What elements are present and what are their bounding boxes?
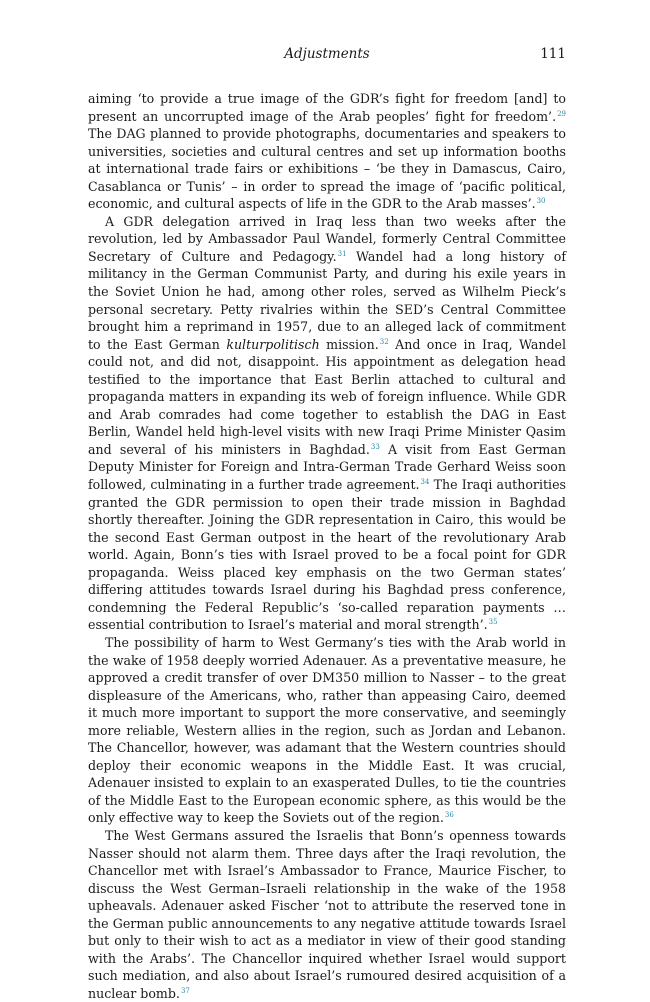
- running-title: Adjustments: [284, 46, 370, 62]
- footnote-ref: 32: [379, 337, 389, 346]
- footnote-ref: 36: [444, 811, 454, 820]
- text-run: aiming ‘to provide a true image of the GDR’s fight for freedom [and] to present an uncorrupted image of the Arab peoples’ fight for freedom’.: [88, 91, 566, 124]
- footnote-ref: 37: [180, 986, 190, 995]
- text-run: mission.: [319, 336, 379, 352]
- page-number: 111: [540, 46, 566, 62]
- text-run: And once in Iraq, Wandel could not, and did not, disappoint. His appointment as delegation head testified to the importance that East Berlin attached to cultural and propaganda matters in expanding its web of foreign influence. While GDR and Arab comrades had come together to establish the DAG in East Berlin, Wandel held high-level visits with new Iraqi Prime Minister Qasim and several of his ministers in Baghdad.: [88, 336, 567, 457]
- paragraph: [88, 90, 566, 213]
- footnote-ref: 31: [337, 249, 347, 258]
- footnote-ref: 33: [370, 442, 380, 451]
- italic-term: kulturpolitisch: [226, 336, 320, 352]
- text-run: The DAG planned to provide photographs, documentaries and speakers to universities, societies and cultural centres and set up information booths at international trade fairs or exhibitions – ‘be they in Damascus, Cairo, Casablanca or Tunis’ – in order to spread the image of ‘pacific political, economic, and cultural aspects of life in the GDR to the Arab masses’.: [88, 126, 566, 212]
- footnote-ref: 29: [557, 109, 566, 118]
- text-run: The Iraqi authorities granted the GDR permission to open their trade mission in Baghdad shortly thereafter. Joining the GDR representation in Cairo, this would be the second East German outpost in the heart of the revolutionary Arab world. Again, Bonn’s ties with Israel proved to be a focal point for GDR propaganda. Weiss placed key emphasis on the two German states’ differing attitudes towards Israel during his Baghdad press conference, condemning the Federal Republic’s ‘so-called reparation payments … essential contribution to Israel’s material and moral strength’.: [88, 477, 566, 633]
- footnote-ref: 30: [536, 197, 546, 206]
- footnote-ref: 35: [488, 618, 498, 627]
- running-head: [88, 46, 566, 66]
- text-run: A GDR delegation arrived in Iraq less than two weeks after the revolution, led by Ambassador Paul Wandel, formerly Central Committee Secretary of Culture and Pedagogy.: [88, 213, 566, 264]
- body-text: [88, 90, 566, 1002]
- paragraph: [88, 634, 566, 827]
- footnote-ref: 34: [420, 478, 430, 487]
- text-run: Wandel had a long history of militancy in the German Communist Party, and during his exile years in the Soviet Union he had, among other roles, served as Wilhelm Pieck’s personal secretary. Petty rivalries within the SED’s Central Committee brought him a reprimand in 1957, due to an alleged lack of commitment to the East German: [88, 248, 567, 352]
- text-run: The possibility of harm to West Germany’s ties with the Arab world in the wake of 1958 deeply worried Adenauer. As a preventative measure, he approved a credit transfer of over DM350 million to Nasser – to the great displeasure of the Americans, who, rather than appeasing Cairo, deemed it much more important to support the more conservative, and seemingly more reliable, Western allies in the region, such as Jordan and Lebanon. The Chancellor, however, was adamant that the Western countries should deploy their economic weapons in the Middle East. It was crucial, Adenauer insisted to explain to an exasperated Dulles, to tie the countries of the Middle East to the European economic sphere, as this would be the only effective way to keep the Soviets out of the region.: [88, 634, 566, 826]
- text-run: The West Germans assured the Israelis that Bonn’s openness towards Nasser should not alarm them. Three days after the Iraqi revolution, the Chancellor met with Israel’s Ambassador to France, Maurice Fischer, to discuss the West German–Israeli relationship in the wake of the 1958 upheavals. Adenauer asked Fischer ‘not to attribute the reserved tone in the German public announcements to any negative attitude towards Israel but only to their wish to act as a mediator in view of their good standing with the Arabs’. The Chancellor inquired whether Israel would support such mediation, and also about Israel’s rumoured desired acquisition of a nuclear bomb.: [88, 827, 566, 1001]
- text-run: A visit from East German Deputy Minister for Foreign and Intra-German Trade Gerhard Weiss soon followed, culminating in a further trade agreement.: [88, 441, 566, 493]
- paragraph: [88, 213, 566, 634]
- paragraph: [88, 827, 566, 1002]
